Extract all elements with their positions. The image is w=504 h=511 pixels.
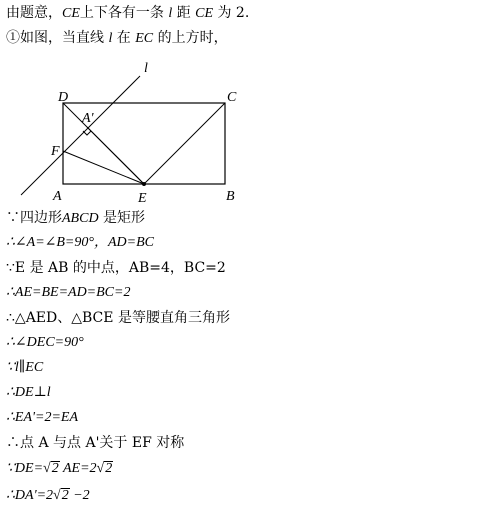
case1-text: 的上方时， (157, 30, 228, 46)
intro-text: 上下各有一条 (79, 5, 164, 21)
therefore-symbol: ∴ (6, 335, 15, 350)
step-text: EA'=2=EA (14, 410, 79, 425)
segment-ce: CE (62, 6, 80, 21)
therefore-symbol: ∴ (6, 285, 15, 300)
step-text: l∥EC (14, 360, 44, 375)
proof-step (6, 209, 145, 228)
segment-ce: CE (195, 6, 214, 21)
label-e: E (138, 191, 147, 206)
therefore-symbol: ∴ (6, 235, 15, 250)
radicand: 2 (105, 461, 113, 476)
point-e (142, 182, 146, 186)
proof-step (6, 234, 154, 252)
step-text: 四边形 (20, 210, 62, 226)
radicand: 2 (61, 488, 69, 503)
because-symbol: ∵ (6, 461, 15, 476)
intro-text: 为 2. (217, 5, 250, 21)
proof-step (6, 384, 51, 402)
step-text: 是矩形 (103, 210, 146, 226)
label-b: B (226, 189, 235, 204)
intro-text: 由题意， (6, 5, 62, 21)
label-a-prime: A' (82, 111, 94, 126)
because-symbol: ∵ (6, 360, 15, 375)
radicand: 2 (51, 461, 59, 476)
proof-step: ∵DE=√2 AE=2√2 (6, 461, 113, 476)
segment-ec: EC (135, 31, 154, 46)
step-text: E 是 AB 的中点，AB=4，BC=2 (14, 260, 226, 276)
therefore-symbol: ∴ (6, 435, 20, 451)
proof-step: ∴DA'=2√2 −2 (6, 488, 90, 503)
proof-step (6, 309, 230, 327)
proof-step (6, 359, 43, 377)
because-symbol: ∵ (6, 260, 15, 276)
step-text: AE=2 (59, 461, 97, 476)
segment-fe-stroke (63, 151, 144, 184)
label-f: F (51, 144, 60, 159)
label-d: D (58, 90, 69, 105)
step-text: DE= (14, 461, 44, 476)
therefore-symbol: ∴ (6, 310, 15, 326)
step-text: ABCD (62, 211, 99, 226)
segment-ea-prime-stroke (87, 127, 144, 184)
therefore-symbol: ∴ (6, 410, 15, 425)
step-text: DA'=2 (14, 488, 54, 503)
step-text: ∠A=∠B=90°，AD=BC (14, 235, 154, 250)
because-symbol: ∵ (6, 210, 20, 226)
intro-text: 距 (176, 5, 191, 21)
proof-step (6, 334, 84, 352)
step-text: 点 A 与点 A'关于 EF 对称 (20, 435, 185, 451)
label-l: l (144, 61, 148, 76)
right-angle-mark (83, 131, 91, 135)
therefore-symbol: ∴ (6, 488, 15, 503)
proof-step (6, 259, 226, 277)
proof-step (6, 284, 130, 302)
case1-text: ①如图，当直线 (6, 30, 104, 46)
line-l: l (108, 31, 113, 46)
label-a: A (53, 189, 62, 204)
proof-step (6, 409, 78, 427)
case1-text: 在 (116, 30, 131, 46)
step-text: DE⊥l (14, 385, 51, 400)
label-c: C (227, 90, 237, 105)
proof-step (6, 434, 184, 452)
step-text: ∠DEC=90° (14, 335, 84, 350)
segment-ec-stroke (144, 103, 225, 184)
step-text: △AED、△BCE 是等腰直角三角形 (14, 310, 230, 326)
step-text: −2 (69, 488, 90, 503)
line-l-stroke (21, 76, 140, 195)
line-l: l (168, 6, 173, 21)
therefore-symbol: ∴ (6, 385, 15, 400)
step-text: AE=BE=AD=BC=2 (14, 285, 131, 300)
